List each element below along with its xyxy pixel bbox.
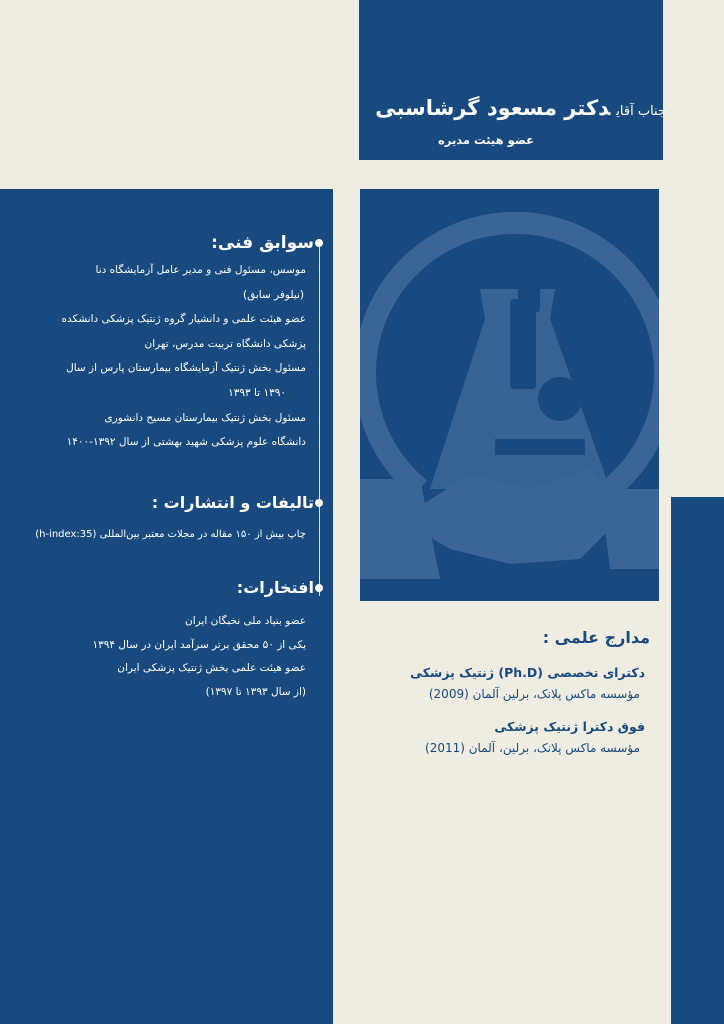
publications-title: تالیفات و انتشارات : xyxy=(151,493,314,512)
list-item: موسس، مسئول فنی و مدیر عامل آزمایشگاه دنا xyxy=(95,264,306,276)
list-item: ۱۳۹۰ تا ۱۳۹۳ xyxy=(228,386,286,399)
list-item: عضو هیئت علمی بخش ژنتیک پزشکی ایران xyxy=(117,662,306,674)
honors-list xyxy=(92,610,306,704)
flask-microscope-handshake-icon xyxy=(360,189,659,601)
person-role: عضو هیئت مدیره xyxy=(438,133,534,147)
degrees-title: مدارج علمی : xyxy=(542,628,650,647)
title-prefix: جناب آقای xyxy=(616,104,666,119)
honors-title: افتخارات: xyxy=(236,578,314,597)
timeline-dot xyxy=(315,239,323,247)
list-item: مسئول بخش ژنتیک بیمارستان مسیح دانشوری xyxy=(104,411,306,424)
list-item: عضو هیئت علمی و دانشیار گروه ژنتیک پزشکی دانشکده xyxy=(61,313,306,326)
list-item: دانشگاه علوم پزشکی شهید بهشتی از سال ۱۳۹۲-۱۴۰۰ xyxy=(66,436,306,449)
right-strip xyxy=(671,497,724,1024)
technical-title: سوابق فنی: xyxy=(211,233,314,253)
publications-text: چاپ بیش از ۱۵۰ مقاله در مجلات معتبر بین‌المللی (h-index:35) xyxy=(35,529,306,540)
list-item: یکی از ۵۰ محقق برتر سرآمد ایران در سال ۱۳۹۴ xyxy=(92,638,306,651)
degree-institution: مؤسسه ماکس پلانک، برلین، آلمان (2011) xyxy=(425,741,640,755)
person-name-line xyxy=(375,96,666,120)
logo-panel xyxy=(360,189,659,601)
degree-institution: مؤسسه ماکس پلانک، برلین آلمان (2009) xyxy=(428,687,640,701)
person-name: دکتر مسعود گرشاسبی xyxy=(375,96,611,120)
degree-title: فوق دکترا ژنتیک پزشکی xyxy=(494,719,645,734)
degree-title: دکترای تخصصی (Ph.D) ژنتیک پزشکی xyxy=(410,665,645,680)
technical-list xyxy=(62,258,306,455)
list-item: پزشکی دانشگاه تربیت مدرس، تهران xyxy=(144,337,306,350)
list-item: مسئول بخش ژنتیک آزمایشگاه بیمارستان پارس از سال xyxy=(66,362,306,375)
list-item: (نیلوفر سابق) xyxy=(242,288,304,301)
timeline-line xyxy=(319,244,320,596)
list-item: (از سال ۱۳۹۳ تا ۱۳۹۷) xyxy=(205,685,306,698)
list-item: عضو بنیاد ملی نخبگان ایران xyxy=(185,615,306,627)
timeline-dot xyxy=(315,584,323,592)
timeline-dot xyxy=(315,499,323,507)
